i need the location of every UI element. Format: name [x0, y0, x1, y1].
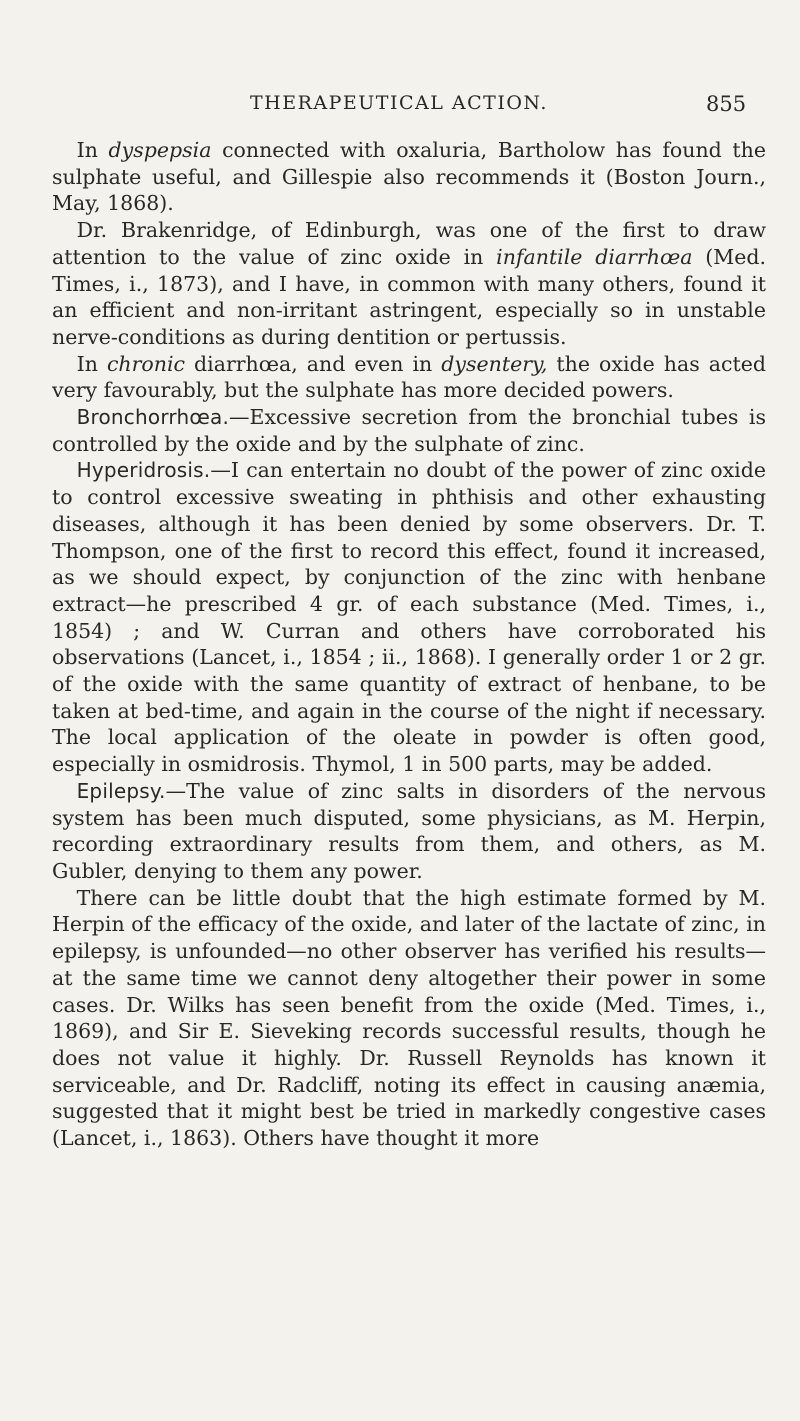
running-head-title: THERAPEUTICAL ACTION. — [250, 92, 548, 114]
text-segment: Dr. Brakenridge, of Edinburgh, was one of the first to draw attention to the value of zinc oxide in — [52, 218, 766, 269]
text-segment: In — [76, 351, 107, 376]
paragraph-infantile-diarrhoea — [52, 217, 766, 351]
section-heading-hyperidrosis: Hyperidrosis. — [76, 458, 211, 483]
text-segment: connected with oxaluria, Bartholow has found the sulphate useful, and Gillespie also recommends it (Boston Journ., May, 1868). — [52, 138, 766, 216]
italic-term-chronic: chronic — [106, 351, 186, 376]
italic-term-dysentery: dysentery, — [441, 351, 548, 376]
paragraph-epilepsy — [52, 778, 766, 885]
paragraph-bronchorrhoea — [52, 404, 766, 457]
italic-term-dyspepsia: dyspepsia — [108, 138, 212, 162]
text-segment: There can be little doubt that the high estimate formed by M. Herpin of the efficacy of the oxide, and later of the lactate of zinc, in epilepsy, is unfounded—no other observer has verified his results—at the same time we cannot deny altogether their power in some cases. Dr. Wilks has seen benefit from the oxide (Med. Times, i., 1869), and Sir E. Sieveking records successful results, though he does not value it highly. Dr. Russell Reynolds has known it serviceable, and Dr. Radcliff, noting its effect in causing anæmia, suggested that it might best be tried in markedly congestive cases (Lancet, i., 1863). Others have thought it more — [52, 885, 766, 1151]
text-segment: diarrhœa, and even in — [185, 351, 442, 376]
paragraph-hyperidrosis — [52, 457, 766, 777]
section-heading-bronchorrhoea: Bronchorrhœa. — [76, 405, 230, 430]
text-segment: —I can entertain no doubt of the power of zinc oxide to control excessive sweating in phthisis and other exhausting diseases, although it has been denied by some observers. Dr. T. Thompson, one of the first to record this effect, found it increased, as we should expect, by conjunction of the zinc with henbane extract—he prescribed 4 gr. of each substance (Med. Times, i., 1854) ; and W. Curran and others have corroborated his observations (Lancet, i., 1854 ; ii., 1868). I generally order 1 or 2 gr. of the oxide with the same quantity of extract of henbane, to be taken at bed-time, and again in the course of the night if necessary. The local application of the oleate in powder is often good, especially in osmidrosis. Thymol, 1 in 500 parts, may be added. — [52, 458, 766, 777]
text-segment: the oxide has acted very favourably, but the sulphate has more decided powers. — [52, 351, 766, 403]
text-segment: —Excessive secretion from the bronchial tubes is controlled by the oxide and by the sulphate of zinc. — [52, 405, 766, 456]
section-heading-epilepsy: Epilepsy. — [76, 778, 166, 803]
page-number: 855 — [706, 92, 747, 116]
running-head — [0, 92, 800, 128]
italic-term-infantile-diarrhoea: infantile diarrhœa — [496, 244, 693, 269]
paragraph-dyspepsia — [52, 137, 766, 217]
paragraph-chronic-diarrhoea — [52, 351, 766, 404]
text-segment: In — [76, 138, 109, 162]
text-segment: (Med. Times, i., 1873), and I have, in common with many others, found it an efficient and non-irritant astringent, especially so in unstable nerve-conditions as during dentition or pertussis. — [52, 244, 767, 349]
paragraph-epilepsy-continued — [52, 885, 766, 1152]
text-segment: —The value of zinc salts in disorders of the nervous system has been much disputed, some physicians, as M. Herpin, recording extraordinary results from them, and others, as M. Gubler, denying to them any power. — [52, 778, 766, 883]
body-text — [52, 137, 766, 1152]
